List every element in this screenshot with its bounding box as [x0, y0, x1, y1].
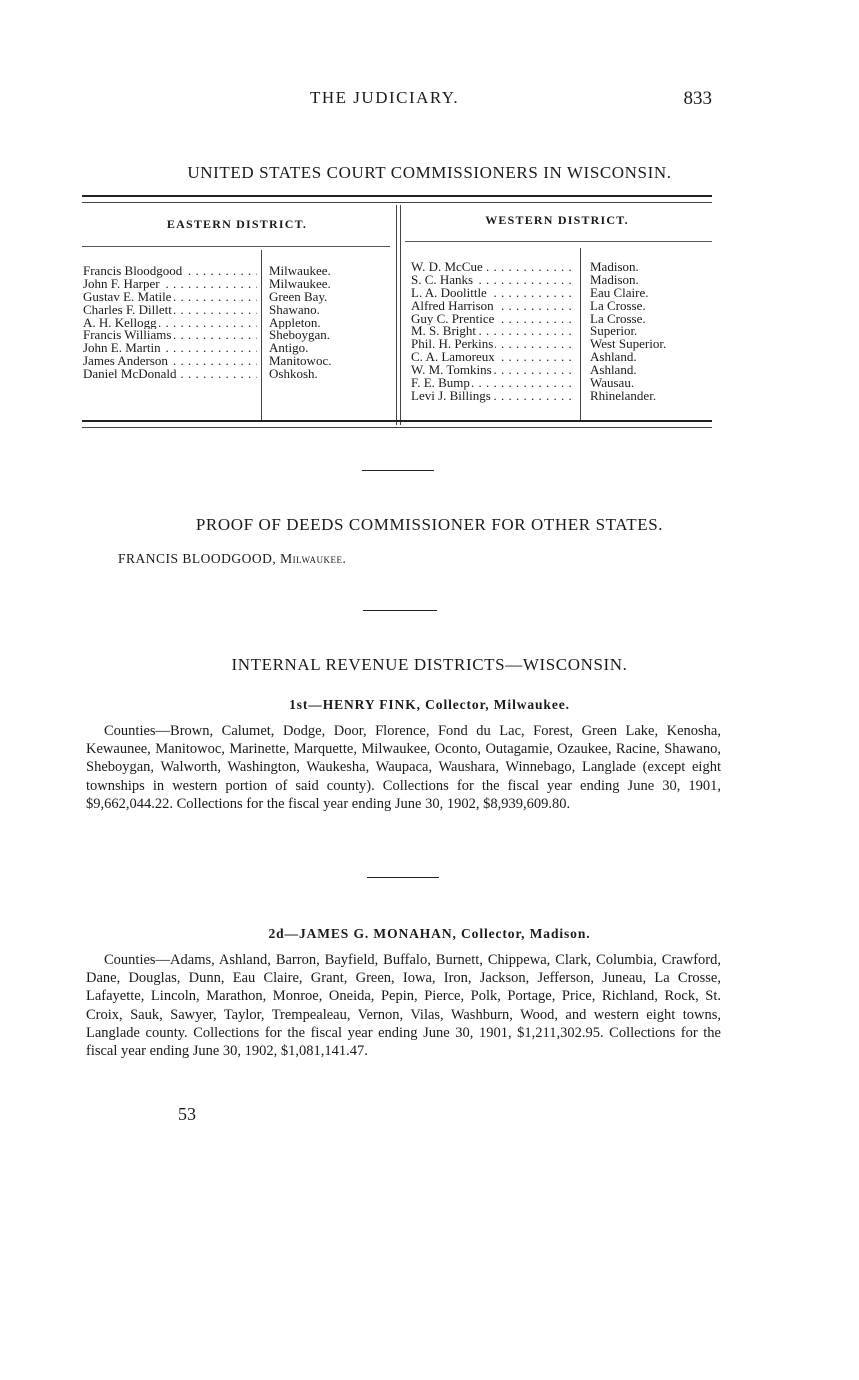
page-number: 833 — [683, 88, 712, 109]
second-district-heading: 2d—JAMES G. MONAHAN, Collector, Madison. — [268, 926, 591, 941]
commissioner-name-text: John F. Harper — [83, 277, 160, 291]
commissioner-place: Rhinelander. — [590, 389, 657, 403]
commissioner-place: Appleton. — [269, 316, 321, 330]
section-divider — [362, 470, 434, 471]
western-heading-rule — [405, 241, 712, 242]
commissioner-place: Madison. — [590, 261, 639, 274]
commissioner-name-text: Francis Williams — [83, 329, 172, 343]
commissioner-name-text: S. C. Hanks — [411, 273, 474, 287]
section-divider — [367, 877, 439, 878]
signature-mark: 53 — [178, 1104, 196, 1124]
western-names-list — [411, 261, 576, 403]
commissioner-place: Ashland. — [590, 364, 637, 378]
commissioner-place: Shawano. — [269, 303, 320, 317]
commissioner-name-text: C. A. Lamoreux — [411, 351, 495, 365]
eastern-heading-rule — [82, 246, 390, 247]
commissioner-name-text: Francis Bloodgood — [83, 265, 183, 278]
first-district-heading: 1st—HENRY FINK, Collector, Milwaukee. — [289, 697, 570, 712]
commissioner-place: Eau Claire. — [590, 286, 649, 300]
commissioner-place: Oshkosh. — [269, 368, 318, 382]
commissioner-name-text: Daniel McDonald — [83, 368, 177, 382]
commissioner-name-text: F. E. Bump — [411, 377, 470, 390]
court-commissioners-title: UNITED STATES COURT COMMISSIONERS IN WISCONSIN. — [187, 163, 672, 182]
commissioner-name-text: Charles F. Dillett — [83, 303, 172, 317]
commissioner-name-text: Gustav E. Matile — [83, 290, 172, 304]
commissioner-name — [83, 342, 257, 355]
table-bottom-rule — [82, 420, 712, 428]
commissioner-name-text: John E. Martin — [83, 342, 161, 356]
commissioner-name — [83, 278, 257, 291]
first-district-counties: Counties—Brown, Calumet, Dodge, Door, Florence, Fond du Lac, Forest, Green Lake, Kenosha, Kewaunee, Manitowoc, Marinette, Marquette, Milwaukee, Oconto, Outagamie, Ozaukee, Racine, Shawano, Sheboygan, Walworth, Washington, Waukesha, Waupaca, Waushara, Winnebago, Langlade (except eight townships in western portion of said county). Collections for the fiscal year ending June 30, 1901, $9,662,044.22. Collections for the fiscal year ending June 30, 1902, $8,939,609.80. — [86, 723, 721, 812]
commissioner-name-text: Levi J. Billings — [411, 389, 491, 403]
table-top-rule — [82, 195, 712, 203]
eastern-district-heading: EASTERN DISTRICT. — [166, 217, 308, 231]
commissioner-name — [411, 313, 576, 326]
eastern-column-rule — [261, 250, 262, 420]
commissioner-name — [83, 265, 257, 278]
western-district-heading: WESTERN DISTRICT. — [485, 213, 629, 227]
section-divider — [363, 610, 437, 611]
commissioner-name — [83, 329, 257, 342]
proof-of-deeds-title: PROOF OF DEEDS COMMISSIONER FOR OTHER STATES. — [195, 515, 664, 534]
district-divider-left — [396, 205, 397, 425]
running-title: THE JUDICIARY. — [310, 88, 460, 107]
western-column-rule — [580, 248, 581, 420]
commissioner-name — [411, 351, 576, 364]
commissioner-name-text: M. S. Bright — [411, 325, 477, 339]
commissioner-name — [411, 377, 576, 390]
running-head — [80, 88, 712, 112]
commissioner-place: Ashland. — [590, 351, 637, 365]
commissioner-name — [83, 291, 257, 304]
commissioner-name-text: Phil. H. Perkins — [411, 338, 494, 352]
commissioner-place: La Crosse. — [590, 312, 646, 326]
commissioner-place: Milwaukee. — [269, 265, 331, 278]
commissioner-place: Madison. — [590, 273, 639, 287]
commissioner-name — [411, 325, 576, 338]
commissioner-place: Sheboygan. — [269, 329, 331, 343]
second-district-counties: Counties—Adams, Ashland, Barron, Bayfield, Buffalo, Burnett, Chippewa, Clark, Columbia, Crawford, Dane, Douglas, Dunn, Eau Claire, Grant, Green, Iowa, Iron, Jackson, Jefferson, Juneau, La Crosse, Lafayette, Lincoln, Marathon, Monroe, Oneida, Pepin, Pierce, Polk, Portage, Price, Richland, Rock, St. Croix, Sauk, Sawyer, Taylor, Trempealeau, Vernon, Vilas, Washburn, Wood, and western eight towns, Langlade county. Collections for the fiscal year ending June 30, 1901, $1,211,302.95. Collections for the fiscal year ending June 30, 1902, $1,081,141.47. — [86, 952, 721, 1060]
commissioner-place: Antigo. — [269, 342, 309, 356]
commissioner-name-text: W. M. Tomkins — [411, 364, 492, 378]
commissioner-name — [411, 390, 576, 403]
commissioner-name — [411, 300, 576, 313]
commissioner-name-text: James Anderson — [83, 355, 168, 369]
eastern-names-list — [83, 265, 257, 381]
commissioner-name-text: L. A. Doolittle — [411, 286, 487, 300]
commissioner-name — [83, 368, 257, 381]
district-divider-right — [400, 205, 401, 425]
commissioner-name — [83, 304, 257, 317]
commissioner-place: Manitowoc. — [269, 355, 332, 369]
commissioner-place: Milwaukee. — [269, 277, 331, 291]
eastern-places-list — [269, 265, 389, 381]
commissioner-name — [83, 355, 257, 368]
internal-revenue-title: INTERNAL REVENUE DISTRICTS—WISCONSIN. — [231, 655, 628, 674]
commissioner-name — [83, 317, 257, 330]
commissioner-name — [411, 364, 576, 377]
commissioner-place: Milwaukee. — [280, 551, 347, 566]
commissioner-name — [411, 261, 576, 274]
commissioner-place: Wausau. — [590, 377, 635, 390]
commissioner-place: La Crosse. — [590, 299, 646, 313]
commissioner-name-text: Alfred Harrison — [411, 299, 494, 313]
commissioner-name — [411, 287, 576, 300]
commissioner-name-text: W. D. McCue — [411, 261, 483, 274]
commissioner-place: Superior. — [590, 325, 638, 339]
commissioner-name — [411, 338, 576, 351]
western-places-list — [590, 261, 710, 403]
commissioner-name: FRANCIS BLOODGOOD, — [118, 551, 277, 566]
commissioner-place: West Superior. — [590, 338, 667, 352]
commissioner-name — [411, 274, 576, 287]
commissioner-name-text: Guy C. Prentice — [411, 312, 495, 326]
commissioner-name-text: A. H. Kellogg — [83, 316, 157, 330]
commissioner-place: Green Bay. — [269, 290, 328, 304]
proof-of-deeds-commissioner — [118, 551, 346, 567]
